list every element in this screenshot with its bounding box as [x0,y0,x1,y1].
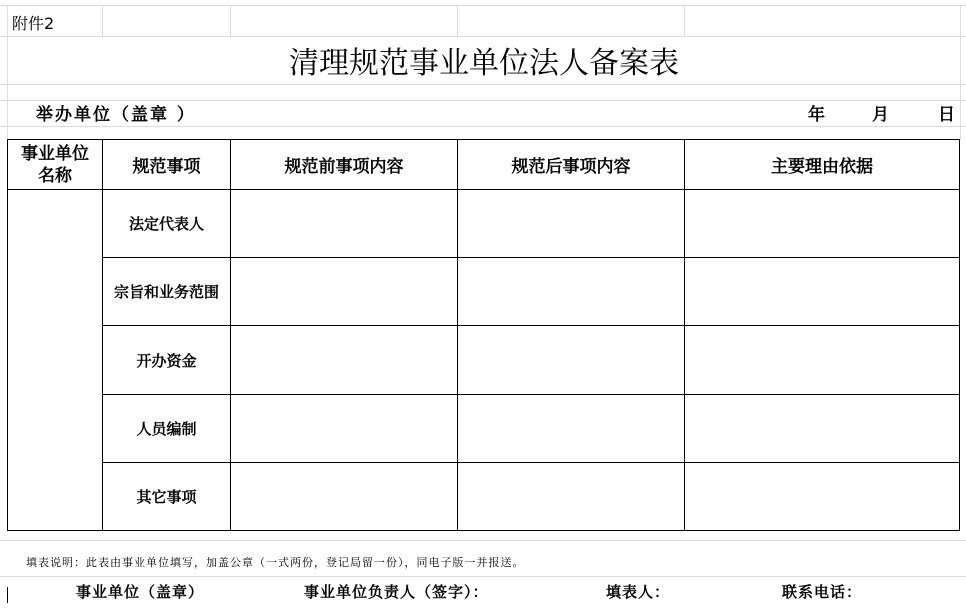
footer-phone: 联系电话： [782,583,863,601]
row-item-label: 其它事项 [136,488,197,506]
footer-leader-sign: 事业单位负责人（签字）： [304,583,489,601]
header-unit-name-line1: 事业单位 [21,143,89,164]
cell-reason[interactable] [685,190,959,257]
footer-left-marker [7,587,8,603]
row-item-label: 人员编制 [136,420,197,438]
footer-filler: 填表人： [606,583,671,601]
row-item-label: 法定代表人 [128,215,204,233]
cell-after[interactable] [458,395,684,462]
header-unit-name [8,140,102,189]
page-title: 清理规范事业单位法人备案表 [289,46,679,81]
cell-reason[interactable] [685,258,959,325]
header-before: 规范前事项内容 [284,157,404,177]
footer-row [0,582,966,604]
cell-after[interactable] [458,258,684,325]
header-item: 规范事项 [132,157,201,177]
attachment-label: 附件2 [12,14,55,33]
cell-reason[interactable] [685,395,959,462]
cell-before[interactable] [231,258,457,325]
cell-reason[interactable] [685,463,959,530]
cell-before[interactable] [231,190,457,257]
header-reason: 主要理由依据 [771,157,873,177]
date-year: 年 [808,105,825,125]
footer-unit-seal: 事业单位（盖章） [76,583,205,601]
organizer-label: 举办单位（盖章 ） [36,105,196,125]
cell-after[interactable] [458,190,684,257]
cell-before[interactable] [231,463,457,530]
date-day: 日 [938,105,955,125]
date-month: 月 [872,105,889,125]
table-border [959,139,960,531]
cell-reason[interactable] [685,326,959,394]
cell-before[interactable] [231,395,457,462]
cell-after[interactable] [458,463,684,530]
cell-after[interactable] [458,326,684,394]
row-item-label: 开办资金 [136,351,197,370]
header-after: 规范后事项内容 [511,157,631,177]
row-item-label: 宗旨和业务范围 [113,283,219,301]
unit-name-cell[interactable] [8,190,102,530]
cell-before[interactable] [231,326,457,394]
header-unit-name-line2: 名称 [38,165,72,186]
fill-instructions: 填表说明：此表由事业单位填写，加盖公章（一式两份，登记局留一份），同电子版一并报送。 [26,556,525,569]
table-border [7,530,960,531]
